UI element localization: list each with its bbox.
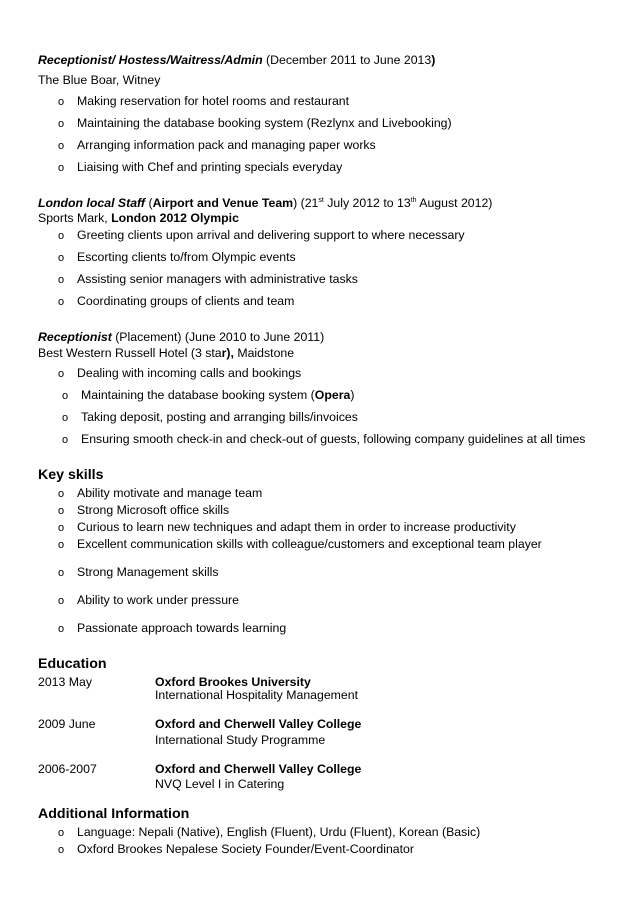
job1-bullet: Maintaining the database booking system (Rezlynx and Livebooking) [77,116,452,130]
job3-bullet: Taking deposit, posting and arranging bills/invoices [81,410,358,424]
job2-date-b-sup: th [410,197,417,204]
bullet-icon: o [58,827,65,839]
bullet-icon: o [58,623,65,635]
job3-employer-b: r), [221,346,234,360]
bullet-icon: o [58,252,65,264]
job1-title: Receptionist/ Hostess/Waitress/Admin [38,53,263,67]
edu-school: Oxford Brookes University [155,675,311,689]
job1-employer: The Blue Boar, Witney [38,73,161,87]
job1-bullet: Liaising with Chef and printing specials everyday [77,160,343,174]
bullet-icon: o [58,567,65,579]
job3-bullet: Dealing with incoming calls and bookings [77,366,302,380]
edu-date: 2013 May [38,675,93,689]
education-heading: Education [38,656,107,672]
bullet-icon: o [62,434,69,446]
skill-item: Ability to work under pressure [77,593,239,607]
bullet-icon: o [62,390,69,402]
job1-bullet: Making reservation for hotel rooms and restaurant [77,94,350,108]
skill-item: Ability motivate and manage team [77,486,263,500]
bullet-icon: o [58,539,65,551]
additional-heading: Additional Information [38,806,190,822]
job2-heading [38,196,492,211]
edu-course: NVQ Level I in Catering [155,777,285,791]
additional-item: Language: Nepali (Native), English (Fluent), Urdu (Fluent), Korean (Basic) [77,825,481,839]
bullet-icon: o [58,96,65,108]
skill-item: Passionate approach towards learning [77,621,287,635]
job3-bullet: Ensuring smooth check-in and check-out of guests, following company guidelines at all times [81,432,586,446]
bullet-icon: o [58,274,65,286]
edu-date: 2006-2007 [38,762,97,776]
skill-item: Strong Management skills [77,565,219,579]
skill-item: Strong Microsoft office skills [77,503,230,517]
job2-bullet: Escorting clients to/from Olympic events [77,250,296,264]
additional-item: Oxford Brookes Nepalese Society Founder/Event-Coordinator [77,842,414,856]
job3-title: Receptionist [38,330,112,344]
bullet-icon: o [58,296,65,308]
edu-date: 2009 June [38,717,96,731]
edu-course: International Study Programme [155,733,326,747]
job1-bullet: Arranging information pack and managing paper works [77,138,376,152]
job2-date-a: ) (21 [293,196,319,210]
job2-team-open: ( [148,196,153,210]
job3-opera-pre: Maintaining the database booking system ( [81,388,315,402]
job3-opera: Opera [314,388,351,402]
job2-bullet: Assisting senior managers with administrative tasks [77,272,358,286]
job1-dates-close: ) [431,53,436,67]
bullet-icon: o [58,488,65,500]
bullet-icon: o [58,595,65,607]
bullet-icon: o [62,412,69,424]
skill-item: Curious to learn new techniques and adapt them in order to increase productivity [77,520,516,534]
job2-date-a-sup: st [318,197,324,204]
job2-title: London local Staff [38,196,146,210]
bullet-icon: o [58,505,65,517]
bullet-icon: o [58,230,65,242]
job2-team: Airport and Venue Team [152,196,294,210]
skills-heading: Key skills [38,467,104,483]
job2-bullet: Greeting clients upon arrival and delivering support to where necessary [77,228,465,242]
job2-bullet: Coordinating groups of clients and team [77,294,295,308]
job3-employer-c: Maidstone [233,346,295,360]
job2-employer [38,211,239,226]
bullet-icon: o [58,368,65,380]
bullet-icon: o [58,140,65,152]
bullet-icon: o [58,522,65,534]
job2-date-c: August 2012) [416,196,493,210]
bullet-icon: o [58,118,65,130]
job2-date-b: July 2012 to 13 [323,196,411,210]
job3-employer [38,346,294,361]
skill-item: Excellent communication skills with colleague/customers and exceptional team player [77,537,542,551]
edu-school: Oxford and Cherwell Valley College [155,717,362,731]
bullet-icon: o [58,844,65,856]
job1-dates: (December 2011 to June 2013 [266,53,432,67]
job3-heading [38,330,324,345]
job3-employer-a: Best Western Russell Hotel (3 sta [38,346,222,360]
edu-course: International Hospitality Management [155,688,359,702]
job3-dates: (Placement) (June 2010 to June 2011) [111,330,325,344]
job1-heading [38,53,435,68]
job2-employer-event: London 2012 Olympic [111,211,239,225]
job2-employer-prefix: Sports Mark, [38,211,112,225]
job3-bullet-opera [81,388,354,403]
job3-opera-post: ) [350,388,355,402]
bullet-icon: o [58,162,65,174]
edu-school: Oxford and Cherwell Valley College [155,762,362,776]
